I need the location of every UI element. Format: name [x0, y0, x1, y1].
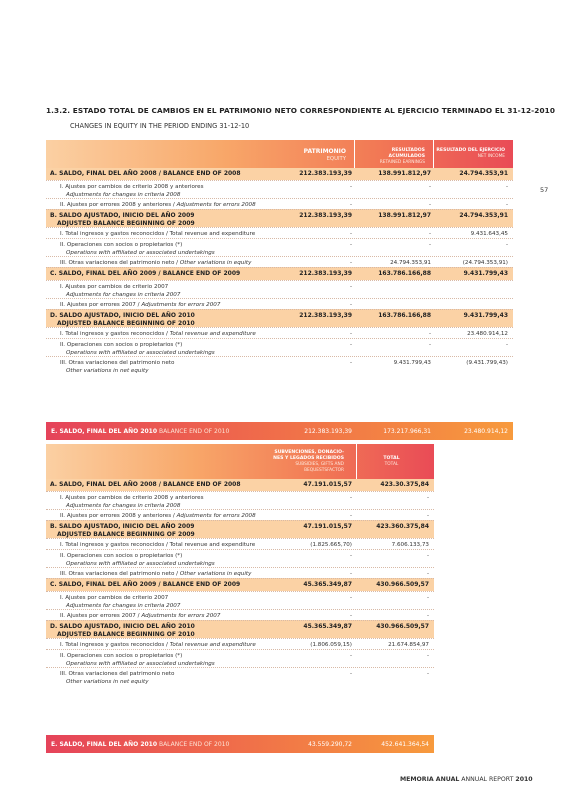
- page-subtitle: CHANGES IN EQUITY IN THE PERIOD ENDING 31-12-10: [70, 122, 250, 130]
- cell-value: -: [349, 260, 352, 266]
- table-row: [46, 567, 434, 578]
- cell-value: -: [349, 231, 352, 237]
- row-label-es: III. Otras variaciones del patrimonio neto: [60, 671, 175, 677]
- footer-memoria: MEMORIA ANUAL: [400, 776, 460, 783]
- row-section-label: [50, 270, 240, 278]
- row-label-sub: Adjustments for changes in criteria 2008: [66, 502, 181, 509]
- row-label-es: D. SALDO AJUSTADO, INICIO DEL AÑO 2010: [50, 623, 195, 630]
- table-row: [46, 227, 513, 238]
- total-label: [51, 428, 229, 435]
- table-row: [46, 238, 513, 256]
- column-header-es: RESULTADOS ACUMULADOS: [388, 148, 425, 159]
- cell-value: 430.966.509,57: [376, 623, 429, 630]
- cell-value: -: [428, 342, 431, 348]
- row-label-es: C. SALDO, FINAL DEL AÑO 2009 / BALANCE END OF 2009: [50, 270, 241, 277]
- total-row-table-2: [46, 735, 434, 753]
- row-section-label: [50, 170, 241, 178]
- footer-annual-report: ANNUAL REPORT: [459, 776, 516, 783]
- column-header-es: PATRIMONIO: [303, 148, 346, 155]
- row-section-label: [50, 581, 240, 589]
- cell-value: -: [426, 571, 429, 577]
- cell-value: -: [349, 613, 352, 619]
- total-label: [51, 741, 229, 748]
- table-row: [46, 256, 513, 267]
- column-header-en: TOTAL: [384, 462, 399, 467]
- table-row: [46, 520, 434, 538]
- row-label-es: II. Operaciones con socios o propietarios (*): [60, 653, 183, 659]
- table-row: [46, 309, 513, 327]
- cell-value: -: [349, 495, 352, 501]
- cell-value: 47.191.015,57: [303, 481, 352, 488]
- table-row: [46, 180, 513, 198]
- row-label-es: II. Operaciones con socios o propietarios (*): [60, 342, 183, 348]
- cell-value: -: [505, 202, 508, 208]
- row-label-es: I. Ajustes por cambios de criterio 2007: [60, 284, 169, 290]
- table-header: [46, 444, 434, 479]
- cell-value: -: [428, 202, 431, 208]
- table-row: [46, 338, 513, 356]
- column-header: [354, 140, 429, 168]
- row-section-label: [50, 212, 195, 227]
- cell-value: -: [349, 571, 352, 577]
- cell-value: -: [426, 553, 429, 559]
- column-header: [433, 140, 509, 168]
- table-row: [46, 491, 434, 509]
- cell-value: -: [426, 595, 429, 601]
- row-label: [60, 242, 215, 257]
- cell-value: 212.383.193,39: [299, 170, 352, 177]
- table-row: [46, 509, 434, 520]
- row-label-es: II. Ajustes por errores 2007 /: [60, 302, 142, 308]
- cell-value: 423.360.375,84: [376, 523, 429, 530]
- row-label-es: III. Otras variaciones del patrimonio neto /: [60, 571, 180, 577]
- row-label-es: I. Total ingresos y gastos reconocidos /: [60, 331, 170, 337]
- table-row: [46, 578, 434, 591]
- total-value: 23.480.914,12: [464, 428, 508, 435]
- cell-value: -: [349, 302, 352, 308]
- row-label-sub: Other variations in net equity: [66, 367, 149, 374]
- row-label-en: Adjustments for errors 2008: [176, 202, 256, 208]
- cell-value: 7.606.133,73: [391, 542, 429, 548]
- total-label-en: BALANCE END OF 2010: [158, 741, 230, 748]
- table-row: [46, 327, 513, 338]
- column-header-en: RETAINED EARNINGS: [379, 160, 425, 165]
- row-label: [60, 553, 215, 568]
- cell-value: 138.991.812,97: [378, 170, 431, 177]
- cell-value: -: [426, 513, 429, 519]
- cell-value: -: [349, 184, 352, 190]
- row-label-es: II. Ajustes por errores 2007 /: [60, 613, 142, 619]
- row-label-sub: Adjustments for changes in criteria 2007: [66, 291, 181, 298]
- column-header-en: NET INCOME: [477, 154, 505, 159]
- row-label: [60, 360, 174, 375]
- row-label-es: C. SALDO, FINAL DEL AÑO 2009 / BALANCE END OF 2009: [50, 581, 241, 588]
- column-header-en: EQUITY: [326, 156, 346, 162]
- table-row: [46, 620, 434, 638]
- total-label-es: E. SALDO, FINAL DEL AÑO 2010: [51, 741, 158, 748]
- row-label-sub: Operations with affiliated or associated undertakings: [66, 249, 215, 256]
- row-section-label: [50, 623, 195, 638]
- cell-value: 212.383.193,39: [299, 212, 352, 219]
- row-label-sub: ADJUSTED BALANCE BEGINNING OF 2009: [57, 219, 195, 227]
- footer-year: 2010: [515, 776, 533, 783]
- cell-value: 47.191.015,57: [303, 523, 352, 530]
- total-row-table-1: [46, 422, 513, 440]
- cell-value: 21.674.854,97: [388, 642, 429, 648]
- row-label-es: A. SALDO, FINAL DEL AÑO 2008 / BALANCE END OF 2008: [50, 170, 241, 177]
- cell-value: 45.365.349,87: [303, 623, 352, 630]
- cell-value: -: [349, 653, 352, 659]
- cell-value: -: [428, 184, 431, 190]
- total-value: 212.383.193,39: [304, 428, 352, 435]
- row-label-es: I. Total ingresos y gastos reconocidos / Total revenue and expenditure: [60, 231, 256, 237]
- column-header-es: TOTAL: [383, 456, 400, 461]
- page-number: 57: [540, 186, 549, 194]
- cell-value: -: [505, 342, 508, 348]
- table-row: [46, 649, 434, 667]
- total-label-es: E. SALDO, FINAL DEL AÑO 2010: [51, 428, 158, 435]
- cell-value: 24.794.353,91: [459, 212, 508, 219]
- cell-value: -: [428, 331, 431, 337]
- cell-value: 45.365.349,87: [303, 581, 352, 588]
- table-row: [46, 298, 513, 309]
- cell-value: -: [349, 513, 352, 519]
- row-label-es: B. SALDO AJUSTADO, INICIO DEL AÑO 2009: [50, 523, 195, 530]
- cell-value: 212.383.193,39: [299, 312, 352, 319]
- total-label-en: BALANCE END OF 2010: [158, 428, 230, 435]
- column-header-es: SUBVENCIONES, DONACIO-: [274, 450, 344, 455]
- row-label: [60, 184, 204, 199]
- row-label-es: I. Ajustes por cambios de criterio 2008 y anteriores: [60, 495, 204, 501]
- row-label-sub: Adjustments for changes in criteria 2007: [66, 602, 181, 609]
- row-label-es: III. Otras variaciones del patrimonio neto: [60, 360, 175, 366]
- cell-value: 9.431.643,45: [470, 231, 508, 237]
- cell-value: -: [426, 613, 429, 619]
- table-row: [46, 198, 513, 209]
- total-value: 43.559.290,72: [308, 741, 352, 748]
- footer: [400, 776, 533, 783]
- cell-value: -: [349, 595, 352, 601]
- row-label-es: I. Ajustes por cambios de criterio 2008 y anteriores: [60, 184, 204, 190]
- cell-value: -: [426, 495, 429, 501]
- row-section-label: [50, 523, 195, 538]
- cell-value: -: [505, 242, 508, 248]
- cell-value: 138.991.812,97: [378, 212, 431, 219]
- cell-value: 163.786.166,88: [378, 312, 431, 319]
- total-value: 173.217.966,31: [383, 428, 431, 435]
- row-label-en: Adjustments for errors 2008: [176, 513, 256, 519]
- cell-value: -: [426, 653, 429, 659]
- row-label-en: Adjustments for errors 2007: [141, 613, 221, 619]
- row-label-es: B. SALDO AJUSTADO, INICIO DEL AÑO 2009: [50, 212, 195, 219]
- cell-value: (1.806.059,15): [310, 642, 352, 648]
- row-label-en: Other variations in equity: [179, 571, 252, 577]
- column-header-es: NES Y LEGADOS RECIBIDOS: [273, 456, 344, 461]
- row-label: [60, 653, 215, 668]
- cell-value: 430.966.509,57: [376, 581, 429, 588]
- row-section-label: [50, 481, 241, 489]
- cell-value: -: [349, 553, 352, 559]
- row-label-sub: ADJUSTED BALANCE BEGINNING OF 2010: [57, 630, 195, 638]
- row-label-en: Other variations in equity: [179, 260, 252, 266]
- cell-value: 9.431.799,43: [393, 360, 431, 366]
- column-header-es: RESULTADO DEL EJERCICIO: [436, 148, 505, 153]
- row-label-sub: Adjustments for changes in criteria 2008: [66, 191, 181, 198]
- equity-changes-table-2: [46, 444, 434, 688]
- row-label-en: Total revenue and expenditure: [169, 642, 256, 648]
- cell-value: 9.431.799,43: [463, 312, 508, 319]
- row-label: [60, 495, 204, 510]
- cell-value: -: [349, 671, 352, 677]
- row-label-sub: Operations with affiliated or associated undertakings: [66, 660, 215, 667]
- cell-value: -: [426, 671, 429, 677]
- cell-value: 24.794.353,91: [459, 170, 508, 177]
- row-label-es: I. Total ingresos y gastos reconocidos / Total revenue and expenditure: [60, 542, 256, 548]
- row-label-es: A. SALDO, FINAL DEL AÑO 2008 / BALANCE END OF 2008: [50, 481, 241, 488]
- row-label-en: Adjustments for errors 2007: [141, 302, 221, 308]
- table-row: [46, 591, 434, 609]
- column-header: [277, 140, 350, 168]
- table-row: [46, 209, 513, 227]
- cell-value: -: [505, 184, 508, 190]
- table-row: [46, 280, 513, 298]
- row-label-sub: Other variations in net equity: [66, 678, 149, 685]
- equity-changes-table-1: [46, 140, 513, 377]
- row-label-sub: Operations with affiliated or associated undertakings: [66, 349, 215, 356]
- cell-value: 212.383.193,39: [299, 270, 352, 277]
- cell-value: 23.480.914,12: [467, 331, 508, 337]
- row-label-es: I. Ajustes por cambios de criterio 2007: [60, 595, 169, 601]
- column-header: [272, 444, 348, 479]
- row-label: [60, 342, 215, 357]
- row-label: [60, 284, 180, 299]
- table-row: [46, 267, 513, 280]
- row-label: [60, 595, 180, 610]
- column-header-en: SUBSIDIES, GIFTS AND: [295, 462, 344, 467]
- table-header: [46, 140, 513, 168]
- cell-value: -: [349, 202, 352, 208]
- total-value: 452.641.364,54: [381, 741, 429, 748]
- table-row: [46, 667, 434, 688]
- row-label-sub: ADJUSTED BALANCE BEGINNING OF 2010: [57, 319, 195, 327]
- table-row: [46, 609, 434, 620]
- row-label-es: I. Total ingresos y gastos reconocidos /: [60, 642, 170, 648]
- cell-value: (1.825.665,70): [310, 542, 352, 548]
- cell-value: -: [349, 284, 352, 290]
- row-label-sub: ADJUSTED BALANCE BEGINNING OF 2009: [57, 530, 195, 538]
- cell-value: 24.794.353,91: [390, 260, 431, 266]
- cell-value: 423.30.375,84: [380, 481, 429, 488]
- row-label-es: III. Otras variaciones del patrimonio neto /: [60, 260, 180, 266]
- cell-value: -: [349, 342, 352, 348]
- table-row: [46, 538, 434, 549]
- row-label: [60, 671, 174, 686]
- cell-value: -: [349, 331, 352, 337]
- row-label-es: II. Ajustes por errores 2008 y anteriores /: [60, 202, 177, 208]
- row-label-es: D. SALDO AJUSTADO, INICIO DEL AÑO 2010: [50, 312, 195, 319]
- row-section-label: [50, 312, 195, 327]
- cell-value: (24.794.353,91): [462, 260, 508, 266]
- table-row: [46, 638, 434, 649]
- cell-value: -: [349, 242, 352, 248]
- table-row: [46, 479, 434, 491]
- table-row: [46, 168, 513, 180]
- column-header: [356, 444, 430, 479]
- cell-value: (9.431.799,43): [466, 360, 508, 366]
- cell-value: -: [428, 242, 431, 248]
- column-header-en: BEQUESTSFACTOR: [304, 468, 344, 473]
- row-label-es: II. Operaciones con socios o propietarios (*): [60, 242, 183, 248]
- cell-value: -: [428, 231, 431, 237]
- page-title: 1.3.2. ESTADO TOTAL DE CAMBIOS EN EL PATRIMONIO NETO CORRESPONDIENTE AL EJERCICIO TERMINADO EL 31-12-2010: [46, 106, 555, 115]
- table-row: [46, 356, 513, 377]
- cell-value: -: [349, 360, 352, 366]
- row-label-es: II. Ajustes por errores 2008 y anteriores /: [60, 513, 177, 519]
- cell-value: 9.431.799,43: [463, 270, 508, 277]
- table-row: [46, 549, 434, 567]
- row-label-es: II. Operaciones con socios o propietarios (*): [60, 553, 183, 559]
- cell-value: 163.786.166,88: [378, 270, 431, 277]
- row-label-sub: Operations with affiliated or associated undertakings: [66, 560, 215, 567]
- row-label-en: Total revenue and expenditure: [169, 331, 256, 337]
